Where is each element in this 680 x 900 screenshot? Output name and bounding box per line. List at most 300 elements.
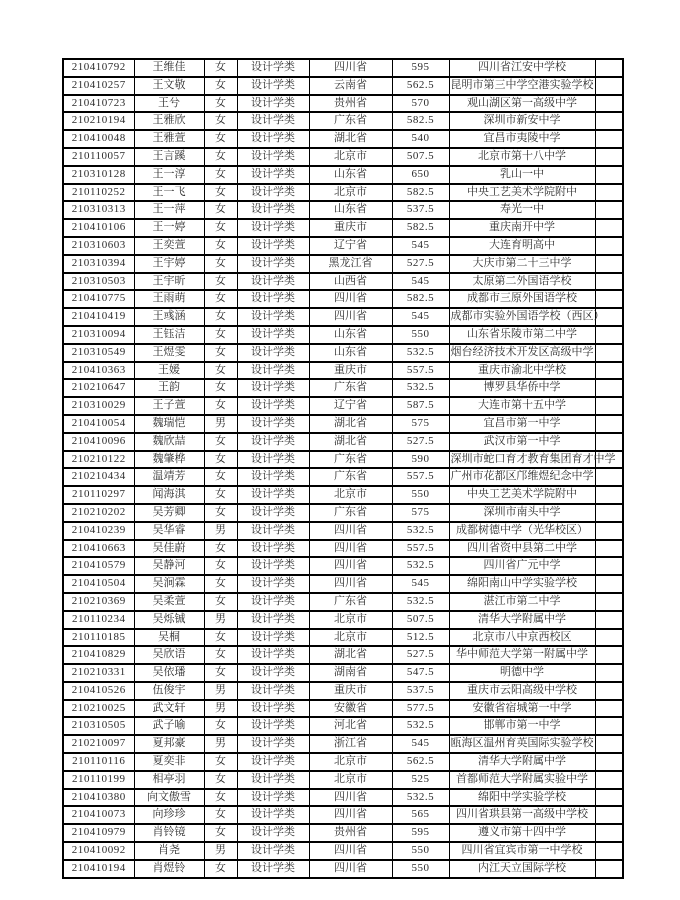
- cell-score: 507.5: [392, 148, 449, 166]
- cell-gender: 男: [204, 700, 237, 718]
- cell-id: 210310313: [63, 201, 134, 219]
- cell-category: 设计学类: [237, 237, 309, 255]
- cell-id: 210410257: [63, 77, 134, 95]
- cell-id: 210110297: [63, 486, 134, 504]
- cell-province: 广东省: [309, 112, 392, 130]
- cell-score: 590: [392, 451, 449, 469]
- cell-category: 设计学类: [237, 806, 309, 824]
- cell-province: 河北省: [309, 717, 392, 735]
- cell-category: 设计学类: [237, 112, 309, 130]
- cell-score: 557.5: [392, 540, 449, 558]
- cell-blank: [595, 237, 623, 255]
- cell-province: 北京市: [309, 753, 392, 771]
- table-row: [63, 664, 623, 682]
- cell-category: 设计学类: [237, 362, 309, 380]
- cell-category: 设计学类: [237, 468, 309, 486]
- cell-score: 650: [392, 166, 449, 184]
- cell-name: 吴芳卿: [134, 504, 204, 522]
- cell-name: 王雅萱: [134, 130, 204, 148]
- cell-gender: 女: [204, 593, 237, 611]
- table-row: [63, 290, 623, 308]
- cell-score: 545: [392, 735, 449, 753]
- results-table-container: [62, 58, 624, 879]
- cell-province: 北京市: [309, 486, 392, 504]
- cell-name: 吴静河: [134, 557, 204, 575]
- cell-name: 王彧涵: [134, 308, 204, 326]
- cell-gender: 男: [204, 611, 237, 629]
- cell-score: 562.5: [392, 77, 449, 95]
- table-row: [63, 237, 623, 255]
- cell-id: 210410363: [63, 362, 134, 380]
- cell-school: 山东省乐陵市第二中学: [449, 326, 595, 344]
- cell-score: 532.5: [392, 717, 449, 735]
- cell-gender: 女: [204, 201, 237, 219]
- cell-category: 设计学类: [237, 344, 309, 362]
- table-row: [63, 771, 623, 789]
- cell-name: 王宇婷: [134, 255, 204, 273]
- cell-name: 王煜雯: [134, 344, 204, 362]
- cell-score: 582.5: [392, 184, 449, 202]
- table-row: [63, 593, 623, 611]
- cell-name: 王奕萱: [134, 237, 204, 255]
- cell-blank: [595, 59, 623, 77]
- cell-name: 魏瑞恺: [134, 415, 204, 433]
- cell-gender: 女: [204, 326, 237, 344]
- cell-school: 四川省广元中学: [449, 557, 595, 575]
- cell-school: 宜昌市第一中学: [449, 415, 595, 433]
- cell-name: 吴桐: [134, 629, 204, 647]
- cell-category: 设计学类: [237, 130, 309, 148]
- cell-blank: [595, 290, 623, 308]
- cell-name: 王文敬: [134, 77, 204, 95]
- cell-gender: 女: [204, 308, 237, 326]
- cell-category: 设计学类: [237, 451, 309, 469]
- cell-school: 绵阳中学实验学校: [449, 789, 595, 807]
- cell-category: 设计学类: [237, 184, 309, 202]
- cell-score: 575: [392, 504, 449, 522]
- cell-province: 湖北省: [309, 415, 392, 433]
- cell-category: 设计学类: [237, 219, 309, 237]
- cell-id: 210310503: [63, 273, 134, 291]
- cell-blank: [595, 593, 623, 611]
- cell-school: 深圳市蛇口育才教育集团育才中学: [449, 451, 595, 469]
- cell-id: 210310094: [63, 326, 134, 344]
- cell-blank: [595, 273, 623, 291]
- table-row: [63, 273, 623, 291]
- cell-id: 210310505: [63, 717, 134, 735]
- cell-school: 华中师范大学第一附属中学: [449, 646, 595, 664]
- cell-score: 532.5: [392, 593, 449, 611]
- cell-gender: 女: [204, 166, 237, 184]
- table-row: [63, 540, 623, 558]
- cell-score: 550: [392, 326, 449, 344]
- table-row: [63, 130, 623, 148]
- cell-gender: 男: [204, 522, 237, 540]
- cell-name: 王兮: [134, 95, 204, 113]
- cell-name: 肖铃镜: [134, 824, 204, 842]
- cell-gender: 女: [204, 789, 237, 807]
- cell-name: 肖煜铃: [134, 860, 204, 878]
- cell-blank: [595, 486, 623, 504]
- cell-province: 北京市: [309, 611, 392, 629]
- cell-school: 成都市三原外国语学校: [449, 290, 595, 308]
- cell-name: 王一萍: [134, 201, 204, 219]
- cell-id: 210110252: [63, 184, 134, 202]
- cell-province: 北京市: [309, 148, 392, 166]
- cell-id: 210410380: [63, 789, 134, 807]
- cell-name: 吴华睿: [134, 522, 204, 540]
- cell-score: 537.5: [392, 201, 449, 219]
- cell-name: 王雅欣: [134, 112, 204, 130]
- cell-province: 广东省: [309, 593, 392, 611]
- cell-name: 温靖芳: [134, 468, 204, 486]
- cell-school: 大庆市第二十三中学: [449, 255, 595, 273]
- cell-blank: [595, 682, 623, 700]
- cell-gender: 女: [204, 148, 237, 166]
- cell-blank: [595, 753, 623, 771]
- cell-school: 内江天立国际学校: [449, 860, 595, 878]
- table-row: [63, 415, 623, 433]
- cell-blank: [595, 77, 623, 95]
- cell-province: 湖北省: [309, 130, 392, 148]
- cell-name: 吴柔萱: [134, 593, 204, 611]
- cell-blank: [595, 629, 623, 647]
- cell-gender: 女: [204, 255, 237, 273]
- cell-school: 中央工艺美术学院附中: [449, 184, 595, 202]
- cell-id: 210410579: [63, 557, 134, 575]
- cell-blank: [595, 664, 623, 682]
- cell-school: 广州市花都区邝维煜纪念中学: [449, 468, 595, 486]
- cell-blank: [595, 326, 623, 344]
- cell-id: 210210331: [63, 664, 134, 682]
- cell-blank: [595, 557, 623, 575]
- cell-province: 四川省: [309, 540, 392, 558]
- cell-score: 582.5: [392, 219, 449, 237]
- cell-score: 527.5: [392, 646, 449, 664]
- cell-score: 595: [392, 59, 449, 77]
- cell-province: 广东省: [309, 468, 392, 486]
- cell-province: 重庆市: [309, 219, 392, 237]
- cell-name: 王一淳: [134, 166, 204, 184]
- cell-category: 设计学类: [237, 290, 309, 308]
- table-row: [63, 860, 623, 878]
- cell-category: 设计学类: [237, 504, 309, 522]
- table-row: [63, 112, 623, 130]
- cell-category: 设计学类: [237, 59, 309, 77]
- cell-category: 设计学类: [237, 379, 309, 397]
- table-row: [63, 451, 623, 469]
- table-row: [63, 522, 623, 540]
- cell-school: 安徽省宿城第一中学: [449, 700, 595, 718]
- cell-blank: [595, 130, 623, 148]
- cell-id: 210410096: [63, 433, 134, 451]
- table-row: [63, 184, 623, 202]
- cell-id: 210110185: [63, 629, 134, 647]
- cell-province: 安徽省: [309, 700, 392, 718]
- cell-school: 武汉市第一中学: [449, 433, 595, 451]
- cell-province: 四川省: [309, 860, 392, 878]
- cell-blank: [595, 184, 623, 202]
- cell-blank: [595, 789, 623, 807]
- table-row: [63, 308, 623, 326]
- cell-id: 210410048: [63, 130, 134, 148]
- cell-province: 北京市: [309, 629, 392, 647]
- table-row: [63, 824, 623, 842]
- table-row: [63, 700, 623, 718]
- cell-id: 210210025: [63, 700, 134, 718]
- cell-province: 贵州省: [309, 824, 392, 842]
- cell-gender: 女: [204, 486, 237, 504]
- cell-name: 向珍珍: [134, 806, 204, 824]
- cell-blank: [595, 255, 623, 273]
- table-row: [63, 806, 623, 824]
- cell-blank: [595, 95, 623, 113]
- cell-school: 北京市八中京西校区: [449, 629, 595, 647]
- cell-score: 582.5: [392, 290, 449, 308]
- cell-name: 王媛: [134, 362, 204, 380]
- table-row: [63, 397, 623, 415]
- cell-category: 设计学类: [237, 753, 309, 771]
- cell-school: 宜昌市夷陵中学: [449, 130, 595, 148]
- cell-blank: [595, 166, 623, 184]
- cell-score: 527.5: [392, 255, 449, 273]
- cell-name: 王雨萌: [134, 290, 204, 308]
- cell-score: 545: [392, 273, 449, 291]
- cell-province: 云南省: [309, 77, 392, 95]
- table-row: [63, 646, 623, 664]
- cell-score: 577.5: [392, 700, 449, 718]
- cell-blank: [595, 433, 623, 451]
- cell-blank: [595, 717, 623, 735]
- cell-id: 210410829: [63, 646, 134, 664]
- table-row: [63, 326, 623, 344]
- cell-blank: [595, 860, 623, 878]
- cell-id: 210410106: [63, 219, 134, 237]
- cell-school: 北京市第十八中学: [449, 148, 595, 166]
- cell-school: 四川省珙县第一高级中学校: [449, 806, 595, 824]
- cell-province: 四川省: [309, 522, 392, 540]
- cell-province: 山东省: [309, 166, 392, 184]
- cell-name: 吴涧霖: [134, 575, 204, 593]
- cell-school: 深圳市南头中学: [449, 504, 595, 522]
- cell-blank: [595, 379, 623, 397]
- cell-province: 四川省: [309, 290, 392, 308]
- table-row: [63, 789, 623, 807]
- cell-id: 210410775: [63, 290, 134, 308]
- cell-score: 575: [392, 415, 449, 433]
- cell-category: 设计学类: [237, 540, 309, 558]
- table-row: [63, 59, 623, 77]
- cell-gender: 女: [204, 362, 237, 380]
- cell-category: 设计学类: [237, 735, 309, 753]
- cell-id: 210410054: [63, 415, 134, 433]
- cell-gender: 女: [204, 273, 237, 291]
- cell-province: 湖南省: [309, 664, 392, 682]
- cell-category: 设计学类: [237, 664, 309, 682]
- cell-category: 设计学类: [237, 95, 309, 113]
- cell-province: 四川省: [309, 806, 392, 824]
- cell-blank: [595, 806, 623, 824]
- cell-gender: 女: [204, 646, 237, 664]
- cell-name: 夏邦豪: [134, 735, 204, 753]
- cell-province: 山西省: [309, 273, 392, 291]
- cell-school: 四川省江安中学校: [449, 59, 595, 77]
- cell-id: 210310128: [63, 166, 134, 184]
- cell-province: 四川省: [309, 59, 392, 77]
- cell-gender: 女: [204, 112, 237, 130]
- cell-province: 山东省: [309, 201, 392, 219]
- cell-id: 210310603: [63, 237, 134, 255]
- cell-blank: [595, 148, 623, 166]
- cell-score: 532.5: [392, 379, 449, 397]
- cell-name: 魏肇桦: [134, 451, 204, 469]
- cell-blank: [595, 700, 623, 718]
- cell-name: 吴欣语: [134, 646, 204, 664]
- cell-gender: 女: [204, 433, 237, 451]
- cell-category: 设计学类: [237, 629, 309, 647]
- cell-blank: [595, 468, 623, 486]
- cell-id: 210410194: [63, 860, 134, 878]
- cell-blank: [595, 540, 623, 558]
- cell-province: 贵州省: [309, 95, 392, 113]
- cell-gender: 女: [204, 219, 237, 237]
- cell-school: 重庆市渝北中学校: [449, 362, 595, 380]
- cell-category: 设计学类: [237, 415, 309, 433]
- cell-gender: 女: [204, 664, 237, 682]
- cell-gender: 女: [204, 860, 237, 878]
- cell-score: 545: [392, 308, 449, 326]
- cell-school: 乳山一中: [449, 166, 595, 184]
- cell-category: 设计学类: [237, 433, 309, 451]
- table-row: [63, 344, 623, 362]
- cell-school: 四川省宜宾市第一中学校: [449, 842, 595, 860]
- cell-gender: 女: [204, 540, 237, 558]
- cell-name: 吴佳蔚: [134, 540, 204, 558]
- table-row: [63, 433, 623, 451]
- cell-name: 肖尧: [134, 842, 204, 860]
- cell-name: 相亭羽: [134, 771, 204, 789]
- cell-school: 绵阳南山中学实验学校: [449, 575, 595, 593]
- cell-category: 设计学类: [237, 397, 309, 415]
- cell-province: 四川省: [309, 789, 392, 807]
- cell-province: 重庆市: [309, 362, 392, 380]
- table-row: [63, 611, 623, 629]
- cell-blank: [595, 611, 623, 629]
- cell-gender: 女: [204, 344, 237, 362]
- cell-school: 首都师范大学附属实验中学: [449, 771, 595, 789]
- cell-gender: 男: [204, 842, 237, 860]
- cell-name: 吴依璠: [134, 664, 204, 682]
- cell-name: 吴烁铖: [134, 611, 204, 629]
- cell-score: 527.5: [392, 433, 449, 451]
- cell-id: 210210097: [63, 735, 134, 753]
- table-row: [63, 219, 623, 237]
- cell-gender: 女: [204, 753, 237, 771]
- cell-school: 观山湖区第一高级中学: [449, 95, 595, 113]
- cell-score: 550: [392, 842, 449, 860]
- cell-id: 210110234: [63, 611, 134, 629]
- table-row: [63, 255, 623, 273]
- cell-category: 设计学类: [237, 593, 309, 611]
- cell-score: 532.5: [392, 344, 449, 362]
- cell-category: 设计学类: [237, 646, 309, 664]
- cell-category: 设计学类: [237, 148, 309, 166]
- cell-school: 昆明市第三中学空港实验学校: [449, 77, 595, 95]
- cell-school: 大连市第十五中学: [449, 397, 595, 415]
- cell-school: 四川省资中县第二中学: [449, 540, 595, 558]
- cell-id: 210410504: [63, 575, 134, 593]
- cell-gender: 女: [204, 629, 237, 647]
- cell-blank: [595, 646, 623, 664]
- cell-score: 550: [392, 486, 449, 504]
- cell-school: 清华大学附属中学: [449, 611, 595, 629]
- cell-school: 瓯海区温州育英国际实验学校: [449, 735, 595, 753]
- cell-id: 210410092: [63, 842, 134, 860]
- cell-gender: 女: [204, 379, 237, 397]
- cell-gender: 女: [204, 77, 237, 95]
- cell-province: 北京市: [309, 184, 392, 202]
- cell-gender: 女: [204, 184, 237, 202]
- cell-gender: 女: [204, 717, 237, 735]
- cell-gender: 女: [204, 95, 237, 113]
- cell-id: 210110116: [63, 753, 134, 771]
- cell-name: 王宇昕: [134, 273, 204, 291]
- table-row: [63, 166, 623, 184]
- cell-id: 210410979: [63, 824, 134, 842]
- cell-category: 设计学类: [237, 201, 309, 219]
- cell-gender: 男: [204, 735, 237, 753]
- table-row: [63, 95, 623, 113]
- cell-score: 532.5: [392, 557, 449, 575]
- cell-category: 设计学类: [237, 557, 309, 575]
- table-row: [63, 735, 623, 753]
- cell-blank: [595, 575, 623, 593]
- cell-gender: 男: [204, 682, 237, 700]
- cell-id: 210310549: [63, 344, 134, 362]
- table-row: [63, 148, 623, 166]
- cell-name: 王言蹊: [134, 148, 204, 166]
- cell-id: 210110199: [63, 771, 134, 789]
- table-row: [63, 468, 623, 486]
- cell-id: 210410792: [63, 59, 134, 77]
- cell-name: 王钰洁: [134, 326, 204, 344]
- cell-name: 向文傲雪: [134, 789, 204, 807]
- cell-score: 562.5: [392, 753, 449, 771]
- cell-score: 532.5: [392, 522, 449, 540]
- cell-gender: 女: [204, 575, 237, 593]
- cell-school: 烟台经济技术开发区高级中学: [449, 344, 595, 362]
- cell-category: 设计学类: [237, 166, 309, 184]
- cell-id: 210110057: [63, 148, 134, 166]
- cell-gender: 女: [204, 397, 237, 415]
- cell-score: 582.5: [392, 112, 449, 130]
- cell-blank: [595, 522, 623, 540]
- cell-province: 黑龙江省: [309, 255, 392, 273]
- results-table-body: [63, 59, 623, 878]
- cell-blank: [595, 397, 623, 415]
- cell-gender: 女: [204, 130, 237, 148]
- cell-province: 北京市: [309, 771, 392, 789]
- cell-name: 夏奕非: [134, 753, 204, 771]
- cell-category: 设计学类: [237, 77, 309, 95]
- table-row: [63, 842, 623, 860]
- cell-blank: [595, 842, 623, 860]
- cell-category: 设计学类: [237, 255, 309, 273]
- cell-score: 525: [392, 771, 449, 789]
- cell-score: 557.5: [392, 468, 449, 486]
- cell-blank: [595, 735, 623, 753]
- table-row: [63, 362, 623, 380]
